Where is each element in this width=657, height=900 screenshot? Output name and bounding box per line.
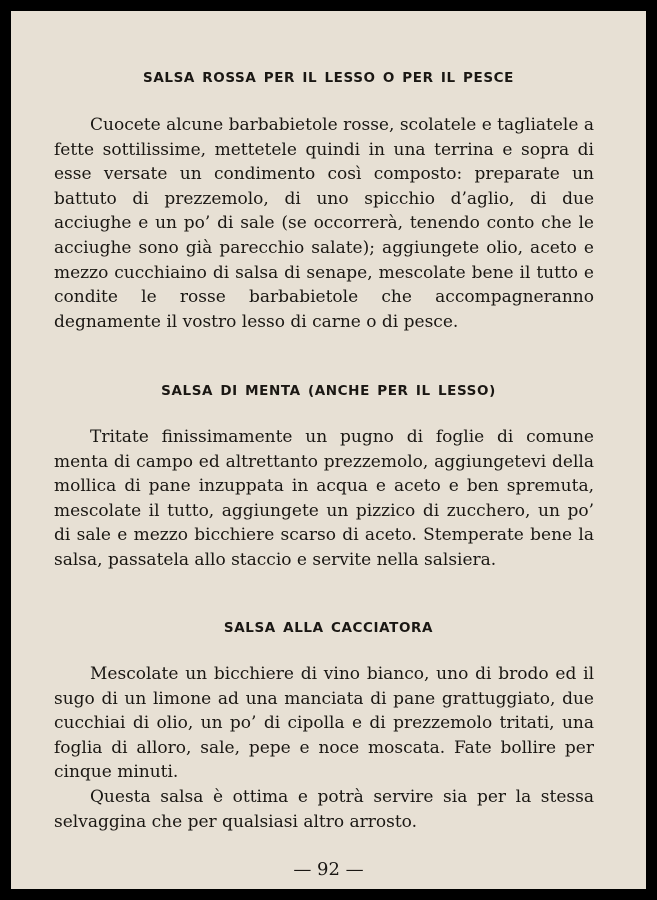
book-page [11, 11, 646, 889]
recipe-paragraph: Questa salsa è ottima e potrà servire sia per la stessa selvaggina che per qualsiasi altro arrosto. [54, 786, 594, 832]
recipe-body-salsa-di-menta [54, 425, 594, 573]
recipe-paragraph: Cuocete alcune barbabietole rosse, scolatele e tagliatele a fette sottilissime, mettetele quindi in una terrina e sopra di esse versate un condimento così composto: preparate un battuto di prezzemolo, di uno spicchio d’aglio, di due acciughe e un po’ di sale (se occorrerà, tenendo conto che le acciughe sono già parecchio salate); aggiungete olio, aceto e mezzo cucchiaino di salsa di senape, mescolate bene il tutto e condite le rosse barbabietole che accompagneranno degnamente il vostro lesso di carne o di pesce. [54, 115, 594, 332]
recipe-body-salsa-rossa [54, 113, 594, 334]
recipe-body-salsa-alla-cacciatora [54, 662, 594, 834]
recipe-paragraph: Tritate finissimamente un pugno di foglie di comune menta di campo ed altrettanto prezzemolo, aggiungetevi della mollica di pane inzuppata in acqua e aceto e ben spremuta, mescolate il tutto, aggiungete un pizzico di zucchero, un po’ di sale e mezzo bicchiere scarso di aceto. Stemperate bene la salsa, passatela allo staccio e servite nella salsiera. [54, 427, 594, 570]
recipe-title-salsa-rossa: SALSA ROSSA PER IL LESSO O PER IL PESCE [143, 70, 514, 86]
recipe-title-salsa-alla-cacciatora: SALSA ALLA CACCIATORA [223, 620, 434, 636]
page-number: — 92 — [293, 859, 364, 880]
recipe-paragraph: Mescolate un bicchiere di vino bianco, uno di brodo ed il sugo di un limone ad una manciata di pane grattuggiato, due cucchiai di olio, un po’ di cipolla e di prezzemolo tritati, una foglia di alloro, sale, pepe e noce moscata. Fate bollire per cinque minuti. [54, 664, 594, 783]
recipe-title-salsa-di-menta: SALSA DI MENTA (ANCHE PER IL LESSO) [161, 383, 496, 399]
